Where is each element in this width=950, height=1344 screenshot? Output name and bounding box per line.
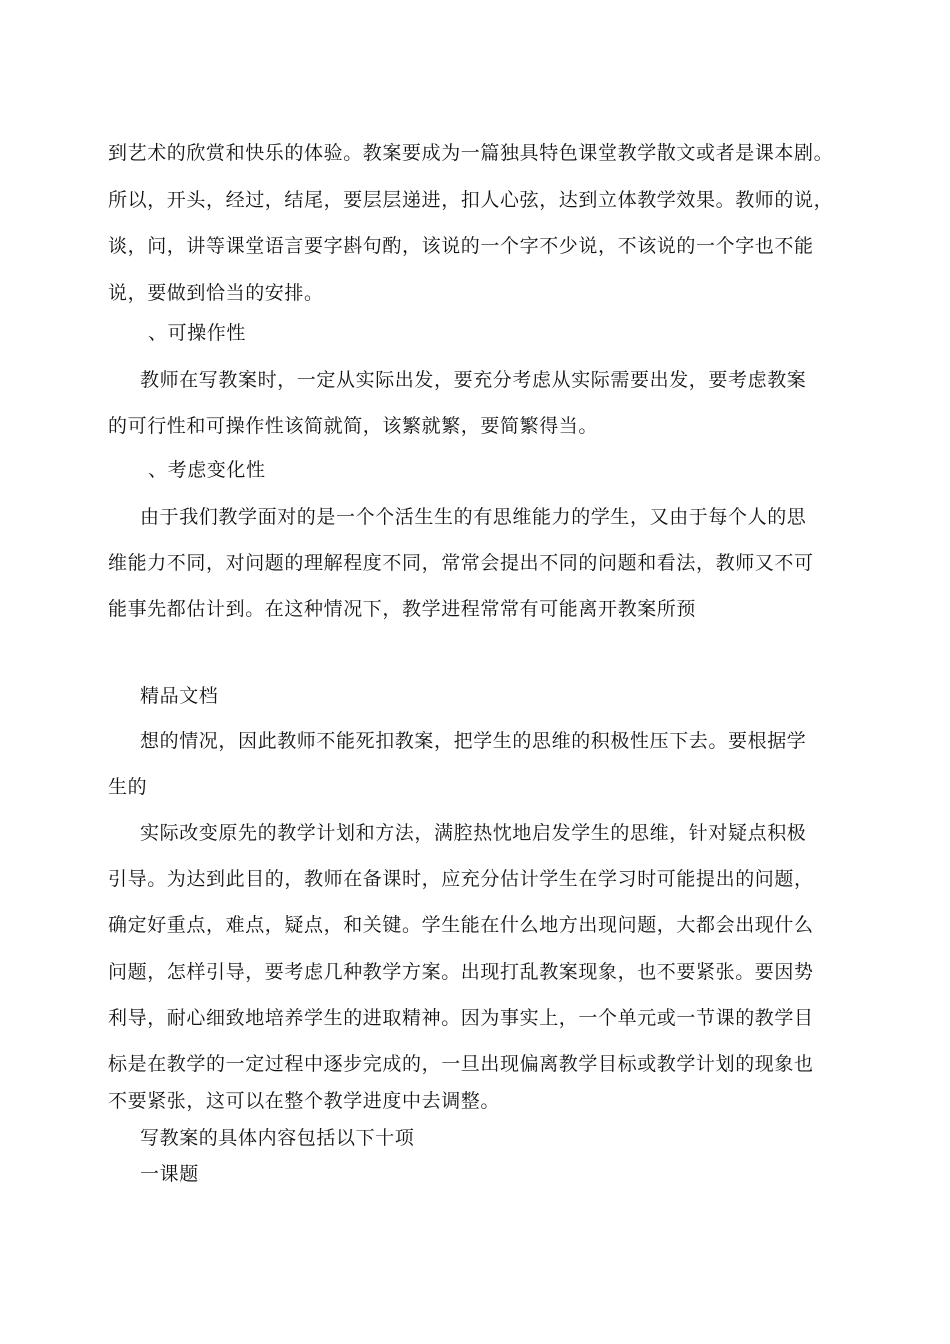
paragraph-line: 想的情况，因此教师不能死扣教案，把学生的思维的积极性压下去。要根据学 bbox=[140, 730, 807, 752]
paragraph-line: 问题，怎样引导，要考虑几种教学方案。出现打乱教案现象，也不要紧张。要因势 bbox=[108, 961, 814, 983]
paragraph-line: 利导，耐心细致地培养学生的进取精神。因为事实上，一个单元或一节课的教学目 bbox=[108, 1007, 814, 1029]
content-intro: 写教案的具体内容包括以下十项 bbox=[140, 1127, 415, 1149]
section-heading-variability: 、考虑变化性 bbox=[148, 459, 266, 481]
paragraph-line: 的可行性和可操作性该简就简，该繁就繁，要简繁得当。 bbox=[108, 415, 599, 437]
paragraph-line: 实际改变原先的教学计划和方法，满腔热忱地启发学生的思维，针对疑点积极 bbox=[140, 822, 807, 844]
paragraph-line: 能事先都估计到。在这种情况下，教学进程常常有可能离开教案所预 bbox=[108, 598, 697, 620]
paragraph-line: 标是在教学的一定过程中逐步完成的，一旦出现偏离教学目标或教学计划的现象也 bbox=[108, 1053, 814, 1075]
paragraph-line: 确定好重点，难点，疑点，和关键。学生能在什么地方出现问题，大都会出现什么 bbox=[108, 914, 814, 936]
paragraph-line: 不要紧张，这可以在整个教学进度中去调整。 bbox=[108, 1090, 501, 1112]
paragraph-line: 引导。为达到此目的，教师在备课时，应充分估计学生在学习时可能提出的问题， bbox=[108, 868, 814, 890]
paragraph-line: 维能力不同，对问题的理解程度不同，常常会提出不同的问题和看法，教师又不可 bbox=[108, 552, 814, 574]
paragraph-line: 说，要做到恰当的安排。 bbox=[108, 282, 324, 304]
section-heading-operability: 、可操作性 bbox=[148, 322, 247, 344]
page-footer-label: 精品文档 bbox=[140, 685, 219, 707]
paragraph-line: 所以，开头，经过，结尾，要层层递进，扣人心弦，达到立体教学效果。教师的说， bbox=[108, 189, 834, 211]
paragraph-line: 生的 bbox=[108, 776, 148, 798]
paragraph-line: 由于我们教学面对的是一个个活生生的有思维能力的学生，又由于每个人的思 bbox=[140, 506, 807, 528]
paragraph-line: 教师在写教案时，一定从实际出发，要充分考虑从实际需要出发，要考虑教案 bbox=[140, 369, 807, 391]
list-item-topic: 一课题 bbox=[140, 1163, 199, 1185]
paragraph-line: 谈，问，讲等课堂语言要字斟句酌，该说的一个字不少说，不该说的一个字也不能 bbox=[108, 235, 814, 257]
paragraph-line: 到艺术的欣赏和快乐的体验。教案要成为一篇独具特色课堂教学散文或者是课本剧。 bbox=[108, 142, 834, 164]
